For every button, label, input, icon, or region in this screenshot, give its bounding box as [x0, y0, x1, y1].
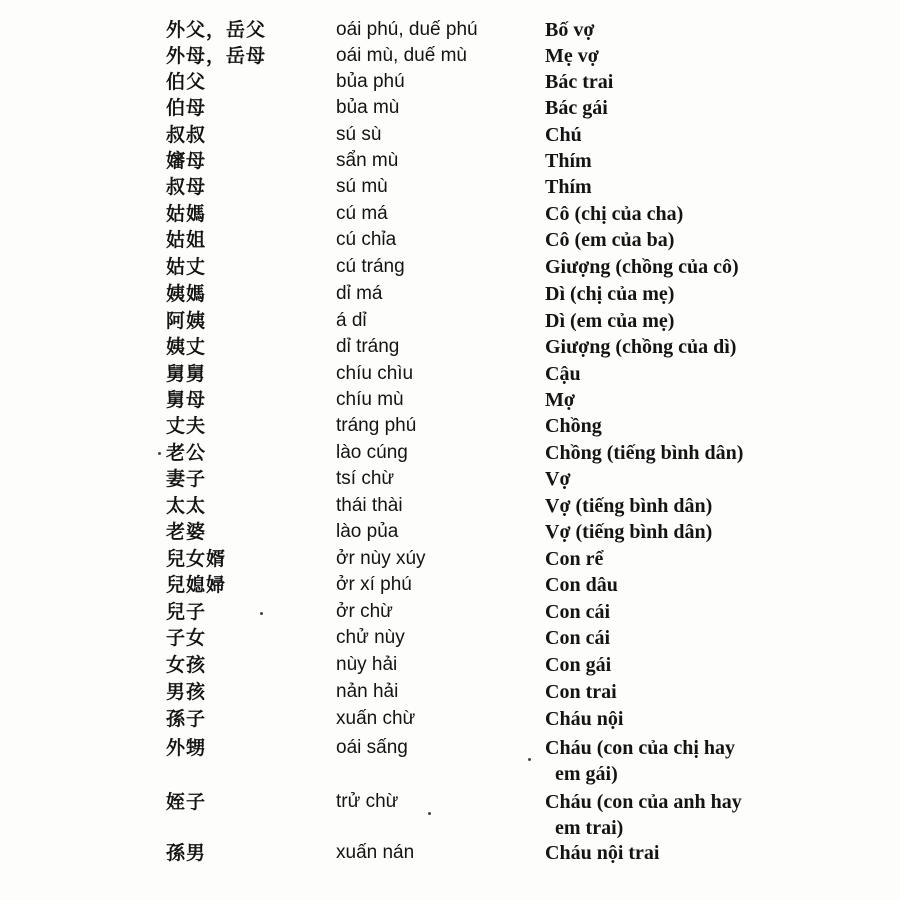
term-row — [0, 440, 900, 466]
pronunciation: oái mù, duế mù — [336, 45, 467, 66]
chinese-term: 伯母 — [166, 97, 207, 119]
vietnamese-meaning: Bố vợ — [545, 19, 595, 41]
pronunciation: bủa mù — [336, 97, 400, 118]
vietnamese-meaning-continued: em trai) — [555, 817, 624, 839]
vietnamese-meaning: Mợ — [545, 389, 575, 411]
term-row — [0, 519, 900, 545]
vietnamese-meaning: Cháu nội trai — [545, 842, 660, 864]
pronunciation: cú má — [336, 203, 388, 224]
pronunciation: oái sấng — [336, 737, 408, 758]
chinese-term: 姑媽 — [166, 203, 207, 225]
chinese-term: 兒女婿 — [166, 548, 227, 570]
vietnamese-meaning: Con cái — [545, 627, 610, 649]
pronunciation: xuấn chừ — [336, 708, 416, 729]
term-row — [0, 493, 900, 519]
vietnamese-meaning: Mẹ vợ — [545, 45, 599, 67]
pronunciation: dỉ má — [336, 283, 383, 304]
chinese-term: 姑姐 — [166, 229, 207, 251]
term-row — [0, 148, 900, 174]
chinese-term: 嬸母 — [166, 150, 207, 172]
term-row — [0, 361, 900, 387]
pronunciation: chíu chìu — [336, 363, 414, 384]
term-row — [0, 735, 900, 785]
chinese-term: 姪子 — [166, 791, 207, 813]
pronunciation: cú chỉa — [336, 229, 397, 250]
pronunciation: sẩn mù — [336, 150, 399, 171]
chinese-term: 丈夫 — [166, 415, 207, 437]
vietnamese-meaning: Con rể — [545, 548, 604, 570]
term-row — [0, 334, 900, 360]
chinese-term: 姑丈 — [166, 256, 207, 278]
vietnamese-meaning: Vợ (tiếng bình dân) — [545, 495, 713, 517]
vietnamese-meaning: Chồng — [545, 415, 602, 437]
chinese-term: 男孩 — [166, 681, 207, 703]
pronunciation: sú sù — [336, 124, 382, 145]
term-row — [0, 43, 900, 69]
chinese-term: 子女 — [166, 627, 207, 649]
pronunciation: nản hải — [336, 681, 399, 702]
vietnamese-meaning: Giượng (chồng của dì) — [545, 336, 737, 358]
chinese-term: 老婆 — [166, 521, 207, 543]
chinese-term: 舅舅 — [166, 363, 207, 385]
pronunciation: lào cúng — [336, 442, 408, 463]
pronunciation: xuấn nán — [336, 842, 415, 863]
chinese-term: 叔叔 — [166, 124, 207, 146]
pronunciation: bủa phú — [336, 71, 405, 92]
term-row — [0, 308, 900, 334]
chinese-term: 女孩 — [166, 654, 207, 676]
vietnamese-meaning: Cháu (con của chị hay — [545, 737, 736, 759]
term-row — [0, 840, 900, 866]
pronunciation: oái phú, duế phú — [336, 19, 478, 40]
term-row — [0, 706, 900, 732]
term-row — [0, 789, 900, 839]
scan-speck — [158, 452, 161, 455]
term-row — [0, 652, 900, 678]
vietnamese-meaning: Cháu (con của anh hay — [545, 791, 742, 813]
vietnamese-meaning: Giượng (chồng của cô) — [545, 256, 739, 278]
term-row — [0, 122, 900, 148]
vietnamese-meaning: Cháu nội — [545, 708, 624, 730]
term-row — [0, 572, 900, 598]
vietnamese-meaning: Con trai — [545, 681, 617, 703]
term-row — [0, 17, 900, 43]
vietnamese-meaning: Dì (chị của mẹ) — [545, 283, 675, 305]
chinese-term: 兒子 — [166, 601, 207, 623]
term-row — [0, 387, 900, 413]
term-row — [0, 466, 900, 492]
chinese-term: 孫子 — [166, 708, 207, 730]
term-row — [0, 281, 900, 307]
chinese-term: 兒媳婦 — [166, 574, 227, 596]
vietnamese-meaning-continued: em gái) — [555, 763, 618, 785]
chinese-term: 外甥 — [166, 737, 207, 759]
term-row — [0, 254, 900, 280]
vietnamese-meaning: Chồng (tiếng bình dân) — [545, 442, 744, 464]
term-row — [0, 679, 900, 705]
term-row — [0, 413, 900, 439]
chinese-term: 外父，岳父 — [166, 19, 267, 41]
vietnamese-meaning: Vợ — [545, 468, 571, 490]
chinese-term: 老公 — [166, 442, 207, 464]
pronunciation: ởr xí phú — [336, 574, 412, 595]
scan-speck — [528, 758, 531, 761]
term-row — [0, 227, 900, 253]
chinese-term: 叔母 — [166, 176, 207, 198]
vietnamese-meaning: Bác gái — [545, 97, 608, 119]
pronunciation: ởr nùy xúy — [336, 548, 426, 569]
pronunciation: nùy hải — [336, 654, 398, 675]
vietnamese-meaning: Thím — [545, 176, 592, 198]
pronunciation: dỉ tráng — [336, 336, 400, 357]
pronunciation: cú tráng — [336, 256, 405, 277]
scan-speck — [428, 812, 431, 815]
pronunciation: chíu mù — [336, 389, 404, 410]
chinese-term: 太太 — [166, 495, 207, 517]
vietnamese-meaning: Cô (em của ba) — [545, 229, 675, 251]
term-row — [0, 174, 900, 200]
term-row — [0, 201, 900, 227]
pronunciation: ởr chừ — [336, 601, 393, 622]
chinese-term: 舅母 — [166, 389, 207, 411]
term-row — [0, 95, 900, 121]
chinese-term: 妻子 — [166, 468, 207, 490]
vietnamese-meaning: Cậu — [545, 363, 581, 385]
pronunciation: chử nùy — [336, 627, 405, 648]
pronunciation: thái thài — [336, 495, 403, 516]
pronunciation: á dỉ — [336, 310, 367, 331]
pronunciation: sú mù — [336, 176, 388, 197]
chinese-term: 孫男 — [166, 842, 207, 864]
pronunciation: tsí chừ — [336, 468, 395, 489]
term-row — [0, 599, 900, 625]
vietnamese-meaning: Con gái — [545, 654, 612, 676]
vietnamese-meaning: Bác trai — [545, 71, 614, 93]
vietnamese-meaning: Chú — [545, 124, 582, 146]
vietnamese-meaning: Cô (chị của cha) — [545, 203, 684, 225]
term-row — [0, 69, 900, 95]
chinese-term: 姨丈 — [166, 336, 207, 358]
scan-speck — [260, 612, 263, 615]
vietnamese-meaning: Con dâu — [545, 574, 618, 596]
pronunciation: tráng phú — [336, 415, 417, 436]
pronunciation: lào pủa — [336, 521, 399, 542]
vietnamese-meaning: Dì (em của mẹ) — [545, 310, 675, 332]
term-row — [0, 546, 900, 572]
vietnamese-meaning: Vợ (tiếng bình dân) — [545, 521, 713, 543]
pronunciation: trử chừ — [336, 791, 399, 812]
vietnamese-meaning: Thím — [545, 150, 592, 172]
term-row — [0, 625, 900, 651]
chinese-term: 姨媽 — [166, 283, 207, 305]
chinese-term: 阿姨 — [166, 310, 207, 332]
chinese-term: 外母，岳母 — [166, 45, 267, 67]
chinese-term: 伯父 — [166, 71, 207, 93]
vietnamese-meaning: Con cái — [545, 601, 610, 623]
